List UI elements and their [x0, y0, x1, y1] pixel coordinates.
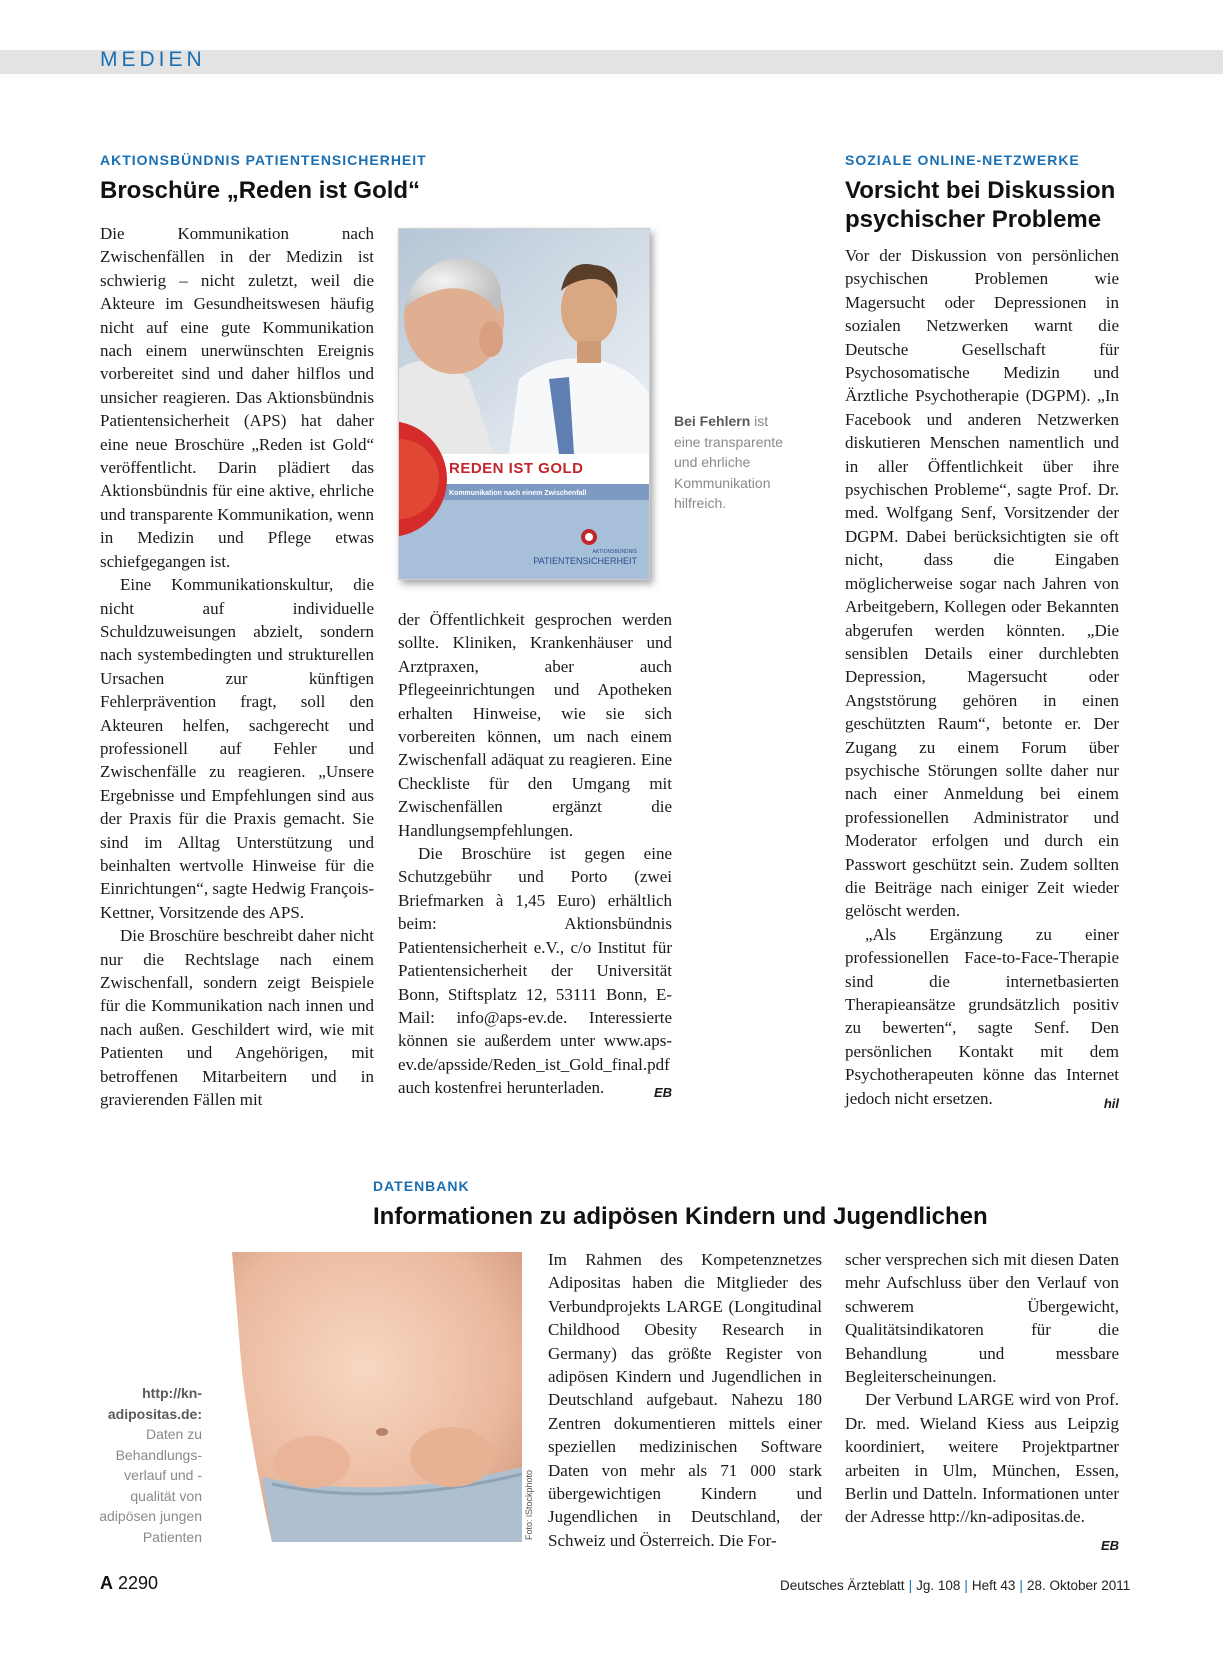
page-number [100, 1573, 158, 1594]
article2-kicker: SOZIALE ONLINE-NETZWERKE [845, 152, 1080, 168]
article1-paragraph: der Öffentlichkeit gesprochen werden sollte. Kliniken, Krankenhäuser und Arztpraxen, aber auch Pflegeeinrichtungen und Apotheken erhalten Hinweise, wie sie sich vorbereiten können, um nach einem Zwischenfall adäquat zu reagieren. Eine Checkliste für den Umgang mit Zwischenfällen ergänzt die Handlungsempfehlungen. [398, 610, 672, 840]
separator: | [964, 1578, 968, 1593]
article1-title: Broschüre „Reden ist Gold“ [100, 177, 421, 204]
child-photo [232, 1252, 522, 1542]
section-label: MEDIEN [100, 48, 206, 71]
child-photo-illustration [232, 1252, 522, 1542]
separator: | [1019, 1578, 1023, 1593]
caption-text: Daten zu Behandlungs-verlauf und -qualität von adipösen jungen Patienten [99, 1426, 202, 1545]
article1-paragraph: Die Broschüre beschreibt daher nicht nur die Rechtslage nach einem Zwischenfall, sondern zeigt Beispiele für die Kommunikation nach innen und nach außen. Geschildert wird, wie mit Patienten und Angehörigen, mit betroffenen Mitarbeitern und in gravierenden Fällen mit [100, 926, 374, 1110]
article2-title-line1: Vorsicht bei Diskussion [845, 177, 1116, 204]
brochure-illustration [399, 229, 650, 580]
article1-kicker: AKTIONSBÜNDNIS PATIENTENSICHERHEIT [100, 152, 427, 168]
brochure-image [398, 228, 650, 580]
article3-paragraph: Der Verbund LARGE wird von Prof. Dr. med. Wieland Kiess aus Leipzig koordiniert, weitere Projektpartner arbeiten in Ulm, München, Essen, Berlin und Datteln. Informationen unter der Adresse http://kn-adipositas.de. EB [845, 1388, 1119, 1528]
journal-date: 28. Oktober 2011 [1026, 1578, 1131, 1593]
brochure-org: PATIENTENSICHERHEIT [533, 556, 637, 566]
photo-credit: Foto: iStockphoto [524, 1469, 534, 1540]
article1-paragraph: Die Broschüre ist gegen eine Schutzgebühr und Porto (zwei Briefmarken à 1,45 Euro) erhältlich beim: Aktionsbündnis Patientensicherheit e.V., c/o Institut für Patientensicherheit der Universität Bonn, Stiftsplatz 12, 53111 Bonn, E-Mail: info@aps-ev.de. Interessierte können sie außerdem unter www.aps-ev.de/apsside/Reden_ist_Gold_final.pdf auch kostenfrei herunterladen. EB [398, 842, 672, 1099]
separator: | [908, 1578, 913, 1593]
article3-column1 [548, 1248, 822, 1552]
journal-issue: Heft 43 [971, 1578, 1016, 1593]
article1-column1 [100, 222, 374, 1111]
caption-bold: Bei Fehlern [674, 413, 751, 429]
article1-paragraph: Eine Kommunikationskultur, die nicht auf individuelle Schuldzuweisungen abzielt, sondern nach systembedingten und strukturellen Ursachen zur künftigen Fehlerprävention fragt, soll den Akteuren helfen, sachgerecht und professionell auf Fehler und Zwischenfälle zu reagieren. „Unsere Ergebnisse und Empfehlungen sind aus der Praxis für die Praxis gemacht. Sie sind im Alltag Unterstützung und beinhalten wertvolle Hinweise für die Einrichtungen“, sagte Hedwig François-Kettner, Vorsitzende des APS. [100, 575, 374, 922]
brochure-org-small: AKTIONSBÜNDNIS [592, 549, 637, 555]
journal-name: Deutsches Ärzteblatt [780, 1578, 905, 1593]
caption-bold-link2: adipositas.de: [107, 1405, 202, 1422]
brochure-title: REDEN IST GOLD [449, 460, 584, 477]
article3-signature: EB [1100, 1537, 1119, 1553]
kids-photo-caption [90, 1383, 202, 1547]
article2-title-line2: psychischer Probleme [845, 206, 1102, 233]
article2-paragraph: „Als Ergänzung zu einer professionellen Face-to-Face-Therapie sind die internetbasierten Therapieansätze grundsätzlich positiv zu bewerten“, sagte Senf. Den persönlichen Kontakt mit dem Psychotherapeuten könne das Internet jedoch nicht ersetzen. hil [845, 923, 1119, 1110]
caption-text: ist eine transparente und ehrliche Kommunikation hilfreich. [674, 413, 783, 511]
article2-signature: hil [1103, 1095, 1119, 1111]
article2-column [845, 244, 1119, 1115]
caption-bold-link1: http://kn- [142, 1385, 202, 1401]
article3-kicker: DATENBANK [373, 1178, 470, 1194]
brochure-subtitle: Kommunikation nach einem Zwischenfall [449, 490, 587, 497]
article1-paragraph: Die Kommunikation nach Zwischenfällen in der Medizin ist schwierig – nicht zuletzt, weil die Akteure im Gesundheitswesen häufig nicht auf eine gute Kommunikation nach einem unerwünschten Ereignis vorbereitet sind und daher hilflos und unsicher reagieren. Das Aktionsbündnis Patientensicherheit (APS) hat daher eine neue Broschüre „Reden ist Gold“ veröffentlicht. Darin plädiert das Aktionsbündnis für eine aktive, ehrliche und transparente Kommunikation, wenn in Medizin und Pflege etwas schiefgegangen ist. [100, 224, 374, 571]
page-prefix: A [100, 1573, 113, 1593]
article3-title: Informationen zu adipösen Kindern und Jugendlichen [373, 1203, 988, 1230]
page-number-value: 2290 [118, 1573, 159, 1593]
article3-paragraph: Im Rahmen des Kompetenznetzes Adipositas haben die Mitglieder des Verbundprojekts LARGE (Longitudinal Childhood Obesity Research in Germany) das größte Register von adipösen Kindern und Jugendlichen in Deutschland aufgebaut. Nahezu 180 Zentren dokumentieren mittels einer speziellen medizinischen Software Daten von mehr als 71 000 stark übergewichtigen Kindern und Jugendlichen in Deutschland, der Schweiz und Österreich. Die For- [548, 1250, 822, 1550]
article3-column2 [845, 1248, 1119, 1557]
brochure-caption [674, 411, 792, 514]
article2-paragraph: Vor der Diskussion von persönlichen psychischen Problemen wie Magersucht oder Depressionen in sozialen Netzwerken warnt die Deutsche Gesellschaft für Psychosomatische Medizin und Ärztliche Psychotherapie (DGPM). „In Facebook und anderen Netzwerken diskutieren Menschen namentlich und in aller Öffentlichkeit über ihre psychischen Probleme“, sagte Prof. Dr. med. Wolfgang Senf, Vorsitzender der DGPM. Dabei berücksichtigten sie oft nicht, dass die Eingaben möglicherweise sogar nach Jahren von Arbeitgebern, Kollegen oder Bekannten abgerufen werden könnten. „Die sensiblen Details einer durchlebten Depression, Magersucht oder Angststörung gehören in einen geschützten Raum“, betonte er. Der Zugang zu einem Forum über psychische Störungen sollte daher nur nach einer Anmeldung bei einem professionellen Administrator und Moderator erfolgen und durch ein Passwort geschützt sein. Zudem sollten die Beiträge nach einiger Zeit wieder gelöscht werden. [845, 246, 1119, 921]
article2-title [845, 176, 1135, 234]
article3-paragraph: scher versprechen sich mit diesen Daten mehr Aufschluss über den Verlauf von schwerem Übergewicht, Qualitätsindikatoren für die Behandlung und messbare Begleiterscheinungen. [845, 1250, 1119, 1387]
journal-volume: Jg. 108 [916, 1578, 961, 1593]
article1-signature: EB [653, 1085, 672, 1101]
journal-info [780, 1578, 1131, 1593]
article1-column2 [398, 608, 672, 1105]
